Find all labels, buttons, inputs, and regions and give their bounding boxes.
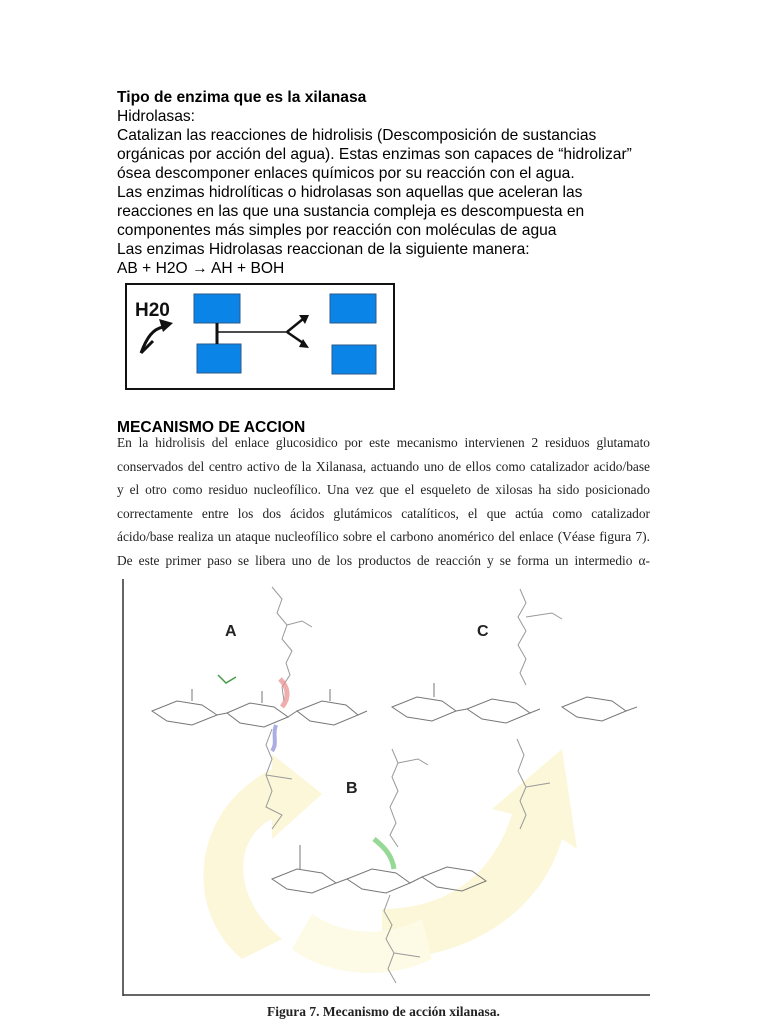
- reaction-equation: AB + H2O → AH + BOH: [117, 260, 285, 277]
- molecule-a-box: [194, 294, 240, 323]
- panel-b-xylose-chain: [272, 845, 486, 893]
- text-line: Hidrolasas:: [117, 108, 195, 125]
- text-line: Catalizan las reacciones de hidrolisis (Descomposición de sustancias: [117, 127, 597, 144]
- text-line: componentes más simples por reacción con moléculas de agua: [117, 222, 557, 239]
- paragraph-line: y el otro como residuo nucleofílico. Una vez que el esqueleto de xilosas ha sido posicionado: [117, 482, 650, 498]
- body-text: [117, 107, 632, 278]
- panel-b-label: B: [346, 780, 358, 797]
- molecule-b-box: [197, 344, 241, 373]
- mechanism-figure: [122, 579, 650, 996]
- figure-caption: Figura 7. Mecanismo de acción xilanasa.: [267, 1004, 500, 1019]
- product-ah-box: [330, 294, 376, 323]
- text-line: Las enzimas hidrolíticas o hidrolasas son aquellas que aceleran las: [117, 184, 583, 201]
- paragraph-line: ácido/base realiza un ataque nucleofílico sobre el carbono anomérico del enlace (Véase figura 7).: [117, 529, 650, 545]
- panel-c-label: C: [477, 623, 489, 640]
- text-line: ósea descomponer enlaces químicos por su reacción con el agua.: [117, 165, 575, 182]
- paragraph-line: correctamente entre los dos ácidos glutámicos catalíticos, el que actúa como catalizador: [117, 505, 650, 521]
- mechanism-figure-svg: [122, 579, 650, 996]
- panel-a-glutamate-top: [272, 587, 312, 701]
- product-boh-box: [332, 345, 376, 374]
- proton-transfer-highlight: [280, 679, 287, 707]
- paragraph-line: De este primer paso se libera uno de los productos de reacción y se forma un intermedio α-: [117, 552, 650, 568]
- page-heading: Tipo de enzima que es la xilanasa: [117, 89, 367, 106]
- panel-c-glutamate: [518, 589, 562, 685]
- nucleophile-highlight: [272, 725, 276, 751]
- paragraph-line: conservados del centro activo de la Xilanasa, actuando uno de ellos como catalizador acido/base: [117, 458, 650, 474]
- mechanism-paragraph: [117, 431, 650, 573]
- hydrolysis-diagram: [125, 283, 395, 390]
- paragraph-line: En la hidrolisis del enlace glucosidico por este mecanismo intervienen 2 residuos glutamato: [117, 435, 650, 450]
- panel-b-glutamate-top: [390, 749, 428, 847]
- panel-c-xylose-chain: [392, 683, 637, 723]
- hydrolysis-diagram-svg: [127, 285, 393, 388]
- text-line: reacciones en las que una sustancia compleja es descompuesta en: [117, 203, 585, 220]
- water-label: H20: [135, 300, 170, 321]
- text-line: Las enzimas Hidrolasas reaccionan de la siguiente manera:: [117, 241, 530, 258]
- split-arrow: [287, 319, 303, 343]
- text-line: orgánicas por acción del agua). Estas enzimas son capaces de “hidrolizar”: [117, 146, 632, 163]
- water-attack-highlight: [374, 839, 394, 869]
- panel-a-xylose-chain: [152, 689, 367, 727]
- mechanism-title: MECANISMO DE ACCION: [117, 419, 306, 436]
- panel-a-label: A: [225, 623, 237, 640]
- water-molecule: [218, 675, 236, 683]
